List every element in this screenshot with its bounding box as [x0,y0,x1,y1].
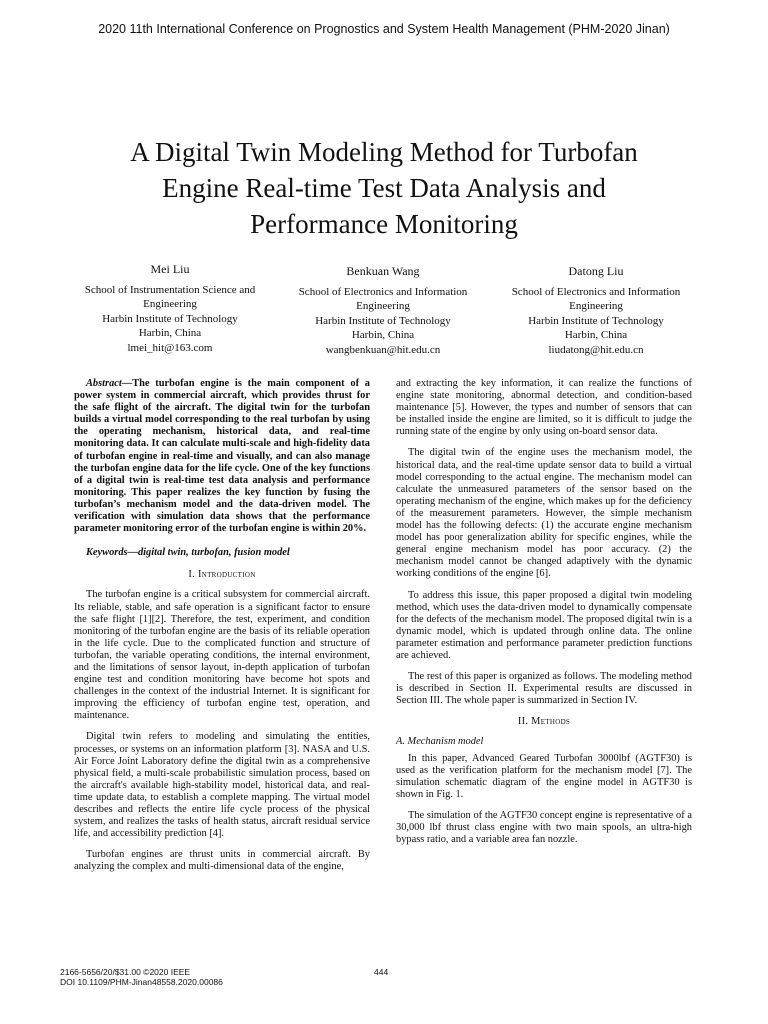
conference-header: 2020 11th International Conference on Prognostics and System Health Management (PHM-2020 Jinan) [98,22,670,36]
title-line: A Digital Twin Modeling Method for Turbofan [130,137,638,167]
author-affiliation: Engineering [356,300,410,312]
title-line: Engine Real-time Test Data Analysis and [162,173,606,203]
author-affiliation: Harbin Institute of Technology [528,314,664,327]
author-block [283,264,483,357]
abstract-label: Abstract [86,378,122,389]
footer-issn: 2166-5656/20/$31.00 ©2020 IEEE [60,967,191,977]
author-affiliation: Engineering [569,300,623,312]
author-email[interactable]: lmei_hit@163.com [127,341,213,354]
author-name: Mei Liu [150,262,190,276]
paragraph: Turbofan engines are thrust units in commercial aircraft. By analyzing the complex and multi-dimensional data of the engine, [74,849,370,873]
keywords: Keywords—digital twin, turbofan, fusion model [86,547,290,559]
right-column [396,378,692,855]
paragraph: The simulation of the AGTF30 concept engine is representative of a 30,000 lbf thrust class engine with two main spools, an ultra-high bypass ratio, and a variable area fan nozzle. [396,809,692,846]
abstract-text: —The turbofan engine is the main component of a power system in commercial aircraft, which provides thrust for the safe flight of the aircraft. The digital twin for the turbofan builds a virtual model corresponding to the real turbofan by using the operating mechanism, historical data, and real-time monitoring data. It can calculate multi-scale and high-fidelity data of turbofan engine in real-time and visually, and can also manage the turbofan engine data for the life cycle. One of the key functions of a digital twin is real-time test data analysis and performance monitoring. This paper realizes the key function by fusing the turbofan’s mechanism model and the data-driven model. The verification with simulation data shows that the performance parameter monitoring error of the turbofan engine is within 20%. [74,378,370,535]
paragraph: To address this issue, this paper proposed a digital twin modeling method, which uses the data-driven model to dynamically compensate for the defects of the mechanism model. The proposed digital twin is a dynamic model, which is updated through online data. The online parameter estimation and performance parameter prediction functions are achieved. [396,589,692,661]
author-name: Datong Liu [568,264,624,278]
left-column [74,378,370,882]
footer-doi[interactable]: DOI 10.1109/PHM-Jinan48558.2020.00086 [60,977,223,987]
author-name: Benkuan Wang [346,264,420,278]
paper-title [60,134,708,242]
author-affiliation: School of Electronics and Information [511,285,681,298]
paragraph: The digital twin of the engine uses the mechanism model, the historical data, and the real-time update sensor data to build a virtual model corresponding to the actual engine. The mechanism model can calculate the unmeasured parameters of the sensor based on the operating mechanism of the engine, which makes up for the deficiency of the measurement parameters. However, the simple mechanism model has the following defects: (1) the accurate engine mechanism model has poor generalization ability for specific engines, while the general engine mechanism model has poor accuracy. (2) the mechanism model cannot be changed adaptively with the dynamic working conditions of the engine [6]. [396,447,692,580]
paragraph: Digital twin refers to modeling and simulating the entities, processes, or systems on an information platform [3]. NASA and U.S. Air Force Joint Laboratory define the digital twin as a comprehensive physical field, a multi-scale probabilistic simulation process, based on the aircraft's available high-stability model, historical data, and real-time update data, to establish a complete mapping. The virtual model describes and reflects the entire life cycle process of the physical system, and realizes the tasks of health status, aircraft residual service life, and accessibility prediction [4]. [74,731,370,840]
author-affiliation: Harbin, China [351,329,415,341]
abstract [74,378,370,535]
section-heading: I. Introduction [188,569,256,581]
author-affiliation: Harbin, China [564,329,628,341]
paragraph: The turbofan engine is a critical subsystem for commercial aircraft. Its reliable, stable, and safe operation is a significant factor to ensure the safe flight [1][2]. Therefore, the test, experiment, and condition monitoring of the turbofan engine are the basis of its reliable operation in the life cycle. Due to the complicated function and structure of turbofan, the variable operating conditions, the internal environment, and the limitations of sensor layout, in-depth application of turbofan engine test and condition monitoring have become hot spots and challenges in the context of the industrial Internet. It is significant for improving the efficiency of turbofan engine test, operation, and maintenance. [74,589,370,722]
section-heading: II. Methods [517,716,571,728]
author-email[interactable]: wangbenkuan@hit.edu.cn [325,343,441,356]
author-block [496,264,696,357]
author-affiliation: Harbin Institute of Technology [315,314,451,327]
paragraph: and extracting the key information, it can realize the functions of engine state monitoring, abnormal detection, and condition-based maintenance [5]. However, the types and number of sensors that can be installed inside the engine are limited, so it is difficult to judge the running state of the engine by only using on-board sensor data. [396,378,692,438]
paragraph: In this paper, Advanced Geared Turbofan 3000lbf (AGTF30) is used as the verification platform for the mechanism model [7]. The simulation schematic diagram of the engine model in AGTF30 is shown in Fig. 1. [396,752,692,800]
author-affiliation: School of Electronics and Information [298,285,468,298]
author-email[interactable]: liudatong@hit.edu.cn [548,343,644,356]
author-affiliation: School of Instrumentation Science and [84,283,256,296]
author-affiliation: Harbin Institute of Technology [102,312,238,325]
author-affiliation: Harbin, China [138,327,202,339]
paragraph: The rest of this paper is organized as follows. The modeling method is described in Section II. Experimental results are discussed in Section III. The whole paper is summarized in Section IV. [396,671,692,707]
subsection-heading: A. Mechanism model [396,736,484,748]
page-number: 444 [374,967,389,977]
author-block [70,262,270,355]
footer-copyright [60,967,223,987]
author-affiliation: Engineering [143,298,197,310]
title-line: Performance Monitoring [250,209,518,239]
